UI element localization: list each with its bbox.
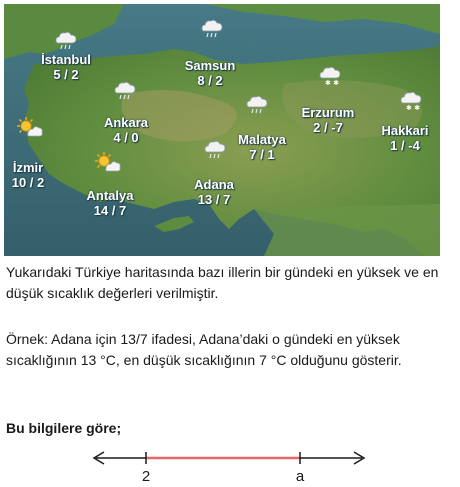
example-paragraph: Örnek: Adana için 13/7 ifadesi, Adana’daki o gündeki en yüksek sıcaklığının 13 °C, en düşük sıcaklığının 7 °C olduğunu gösterir.	[6, 331, 402, 368]
city-temperature: 4 / 0	[113, 130, 139, 145]
city-temperature: 14 / 7	[93, 203, 127, 218]
city-name: Ankara	[103, 115, 149, 130]
city-temperature: 1 / -4	[390, 138, 420, 153]
turkey-weather-map	[4, 4, 440, 256]
city-temperature: 2 / -7	[313, 120, 343, 135]
city-label-istanbul	[41, 52, 91, 82]
city-label-samsun	[185, 58, 236, 88]
city-label-antalya	[87, 188, 134, 218]
south-east-land	[254, 204, 440, 256]
number-line	[90, 446, 370, 470]
city-temperature: 7 / 1	[249, 147, 275, 162]
number-line-label-left: 2	[141, 468, 151, 485]
city-temperature: 10 / 2	[11, 175, 45, 190]
city-name: Antalya	[86, 188, 134, 203]
city-label-erzurum	[302, 105, 355, 135]
question-prompt: Bu bilgilere göre;	[6, 420, 122, 436]
city-name: İzmir	[12, 160, 44, 175]
city-temperature: 5 / 2	[53, 67, 79, 82]
city-label-malatya	[238, 132, 286, 162]
city-name: Erzurum	[301, 105, 355, 120]
city-name: İstanbul	[41, 52, 91, 67]
city-label-hakkari	[382, 123, 429, 153]
city-label-ankara	[104, 115, 148, 145]
city-temperature: 13 / 7	[197, 192, 231, 207]
city-name: Malatya	[238, 132, 286, 147]
city-temperature: 8 / 2	[197, 73, 223, 88]
city-name: Hakkari	[381, 123, 429, 138]
svg-text:✱ ✱: ✱ ✱	[406, 104, 420, 111]
city-label-izmir	[12, 160, 45, 190]
intro-paragraph: Yukarıdaki Türkiye haritasında bazı illerin bir gündeki en yüksek ve en düşük sıcaklık değerleri verilmiştir.	[6, 264, 439, 301]
city-name: Adana	[194, 177, 234, 192]
city-name: Samsun	[184, 58, 236, 73]
svg-text:✱ ✱: ✱ ✱	[325, 79, 339, 86]
city-label-adana	[194, 177, 234, 207]
number-line-label-right: a	[295, 468, 305, 485]
